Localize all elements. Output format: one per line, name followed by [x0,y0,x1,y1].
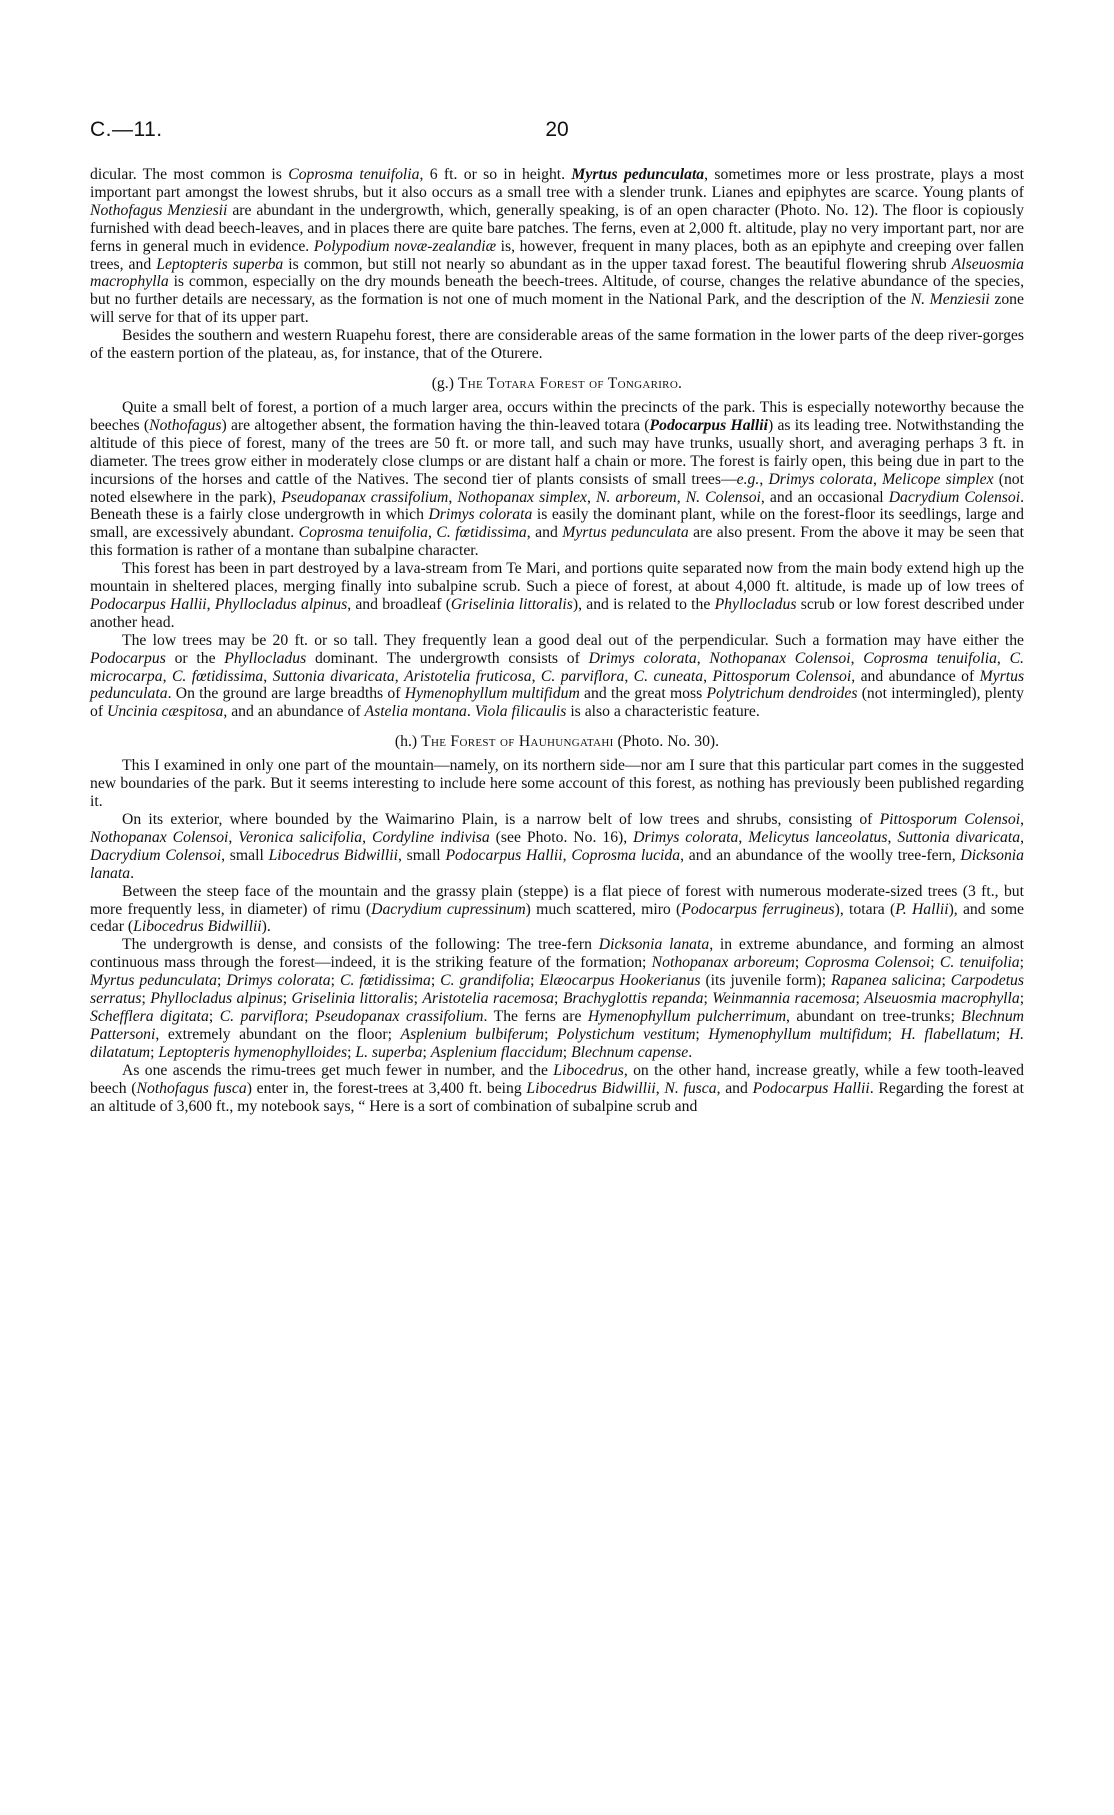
paragraph: The undergrowth is dense, and consists of the following: The tree-fern Dicksonia lanata, in extreme abundance, and forming an almost continuous mass through the forest—indeed, it is the striking feature of the formation; Nothopanax arboreum; Coprosma Colensoi; C. tenuifolia; Myrtus pedunculata; Drimys colorata; C. fœtidissima; C. grandifolia; Elæocarpus Hookerianus (its juvenile form); Rapanea salicina; Carpodetus serratus; Phyllocladus alpinus; Griselinia littoralis; Aristotelia racemosa; Brachyglottis repanda; Weinmannia racemosa; Alseuosmia macrophylla; Schefflera digitata; C. parviflora; Pseudopanax crassifolium. The ferns are Hymenophyllum pulcherrimum, abundant on tree-trunks; Blechnum Pattersoni, extremely abundant on the floor; Asplenium bulbiferum; Polystichum vestitum; Hymenophyllum multifidum; H. flabellatum; H. dilatatum; Leptopteris hymenophylloides; L. superba; Asplenium flaccidum; Blechnum capense. [90,936,1025,1061]
section-heading-g: (g.) The Totara Forest of Tongariro. [431,374,683,392]
paragraph: dicular. The most common is Coprosma tenuifolia, 6 ft. or so in height. Myrtus pedunculata, sometimes more or less prostrate, plays a most important part amongst the lowest shrubs, but it also occurs as a small tree with a slender trunk. Lianes and epiphytes are scarce. Young plants of Nothofagus Menziesii are abundant in the undergrowth, which, generally speaking, is of an open character (Photo. No. 12). The floor is copiously furnished with dead beech-leaves, and in places there are quite bare patches. The ferns, even at 2,000 ft. altitude, play no very important part, nor are ferns in general much in evidence. Polypodium novæ-zealandiæ is, however, frequent in many places, both as an epiphyte and creeping over fallen trees, and Leptopteris superba is common, but still not nearly so abundant as in the upper taxad forest. The beautiful flowering shrub Alseuosmia macrophylla is common, especially on the dry mounds beneath the beech-trees. Altitude, of course, changes the relative abundance of the species, but no further details are necessary, as the formation is not one of much moment in the National Park, and the description of the N. Menziesii zone will serve for that of its upper part. [90,166,1025,327]
body-text [90,166,1024,1115]
document-code: C.—11. [90,118,163,141]
page-number: 20 [545,118,569,141]
paragraph: Quite a small belt of forest, a portion of a much larger area, occurs within the precincts of the park. This is especially noteworthy because the beeches (Nothofagus) are altogether absent, the formation having the thin-leaved totara (Podocarpus Hallii) as its leading tree. Notwithstanding the altitude of this piece of forest, many of the trees are 50 ft. or more tall, and such may have trunks, usually short, and averaging perhaps 3 ft. in diameter. The trees grow either in moderately close clumps or are distant half a chain or more. The forest is fairly open, this being due in part to the incursions of the horses and cattle of the Natives. The second tier of plants consists of small trees—e.g., Drimys colorata, Melicope simplex (not noted elsewhere in the park), Pseudopanax crassifolium, Nothopanax simplex, N. arboreum, N. Colensoi, and an occasional Dacrydium Colensoi. Beneath these is a fairly close undergrowth in which Drimys colorata is easily the dominant plant, while on the forest-floor its seedlings, large and small, are excessively abundant. Coprosma tenuifolia, C. fœtidissima, and Myrtus pedunculata are also present. From the above it may be seen that this formation is rather of a montane than subalpine character. [90,398,1025,560]
paragraph: This forest has been in part destroyed by a lava-stream from Te Mari, and portions quite separated now from the main body extend high up the mountain in sheltered places, merging finally into subalpine scrub. Such a piece of forest, at about 4,000 ft. altitude, is made up of low trees of Podocarpus Hallii, Phyllocladus alpinus, and broadleaf (Griselinia littoralis), and is related to the Phyllocladus scrub or low forest described under another head. [90,560,1025,631]
paragraph: On its exterior, where bounded by the Waimarino Plain, is a narrow belt of low trees and shrubs, consisting of Pittosporum Colensoi, Nothopanax Colensoi, Veronica salicifolia, Cordyline indivisa (see Photo. No. 16), Drimys colorata, Melicytus lanceolatus, Suttonia divaricata, Dacrydium Colensoi, small Libocedrus Bidwillii, small Podocarpus Hallii, Coprosma lucida, and an abundance of the woolly tree-fern, Dicksonia lanata. [90,811,1025,882]
section-heading-h: (h.) The Forest of Hauhungatahi (Photo. No. 30). [394,733,720,751]
running-head [90,118,1024,148]
paragraph: As one ascends the rimu-trees get much fewer in number, and the Libocedrus, on the other hand, increase greatly, while a few tooth-leaved beech (Nothofagus fusca) enter in, the forest-trees at 3,400 ft. being Libocedrus Bidwillii, N. fusca, and Podocarpus Hallii. Regarding the forest at an altitude of 3,600 ft., my notebook says, “ Here is a sort of combination of subalpine scrub and [90,1061,1024,1115]
paragraph: The low trees may be 20 ft. or so tall. They frequently lean a good deal out of the perpendicular. Such a formation may have either the Podocarpus or the Phyllocladus dominant. The undergrowth consists of Drimys colorata, Nothopanax Colensoi, Coprosma tenuifolia, C. microcarpa, C. fœtidissima, Suttonia divaricata, Aristotelia fruticosa, C. parviflora, C. cuneata, Pittosporum Colensoi, and abundance of Myrtus pedunculata. On the ground are large breadths of Hymenophyllum multifidum and the great moss Polytrichum dendroides (not intermingled), plenty of Uncinia cæspitosa, and an abundance of Astelia montana. Viola filicaulis is also a characteristic feature. [90,631,1025,721]
paragraph: This I examined in only one part of the mountain—namely, on its northern side—nor am I sure that this particular part comes in the suggested new boundaries of the park. But it seems interesting to include here some account of this forest, as nothing has previously been published regarding it. [90,757,1024,811]
paragraph: Besides the southern and western Ruapehu forest, there are considerable areas of the same formation in the lower parts of the deep river-gorges of the eastern portion of the plateau, as, for instance, that of the Oturere. [90,327,1024,363]
paragraph: Between the steep face of the mountain and the grassy plain (steppe) is a flat piece of forest with numerous moderate-sized trees (3 ft., but more frequently less, in diameter) of rimu (Dacrydium cupressinum) much scattered, miro (Podocarpus ferrugineus), totara (P. Hallii), and some cedar (Libocedrus Bidwillii). [90,882,1024,936]
